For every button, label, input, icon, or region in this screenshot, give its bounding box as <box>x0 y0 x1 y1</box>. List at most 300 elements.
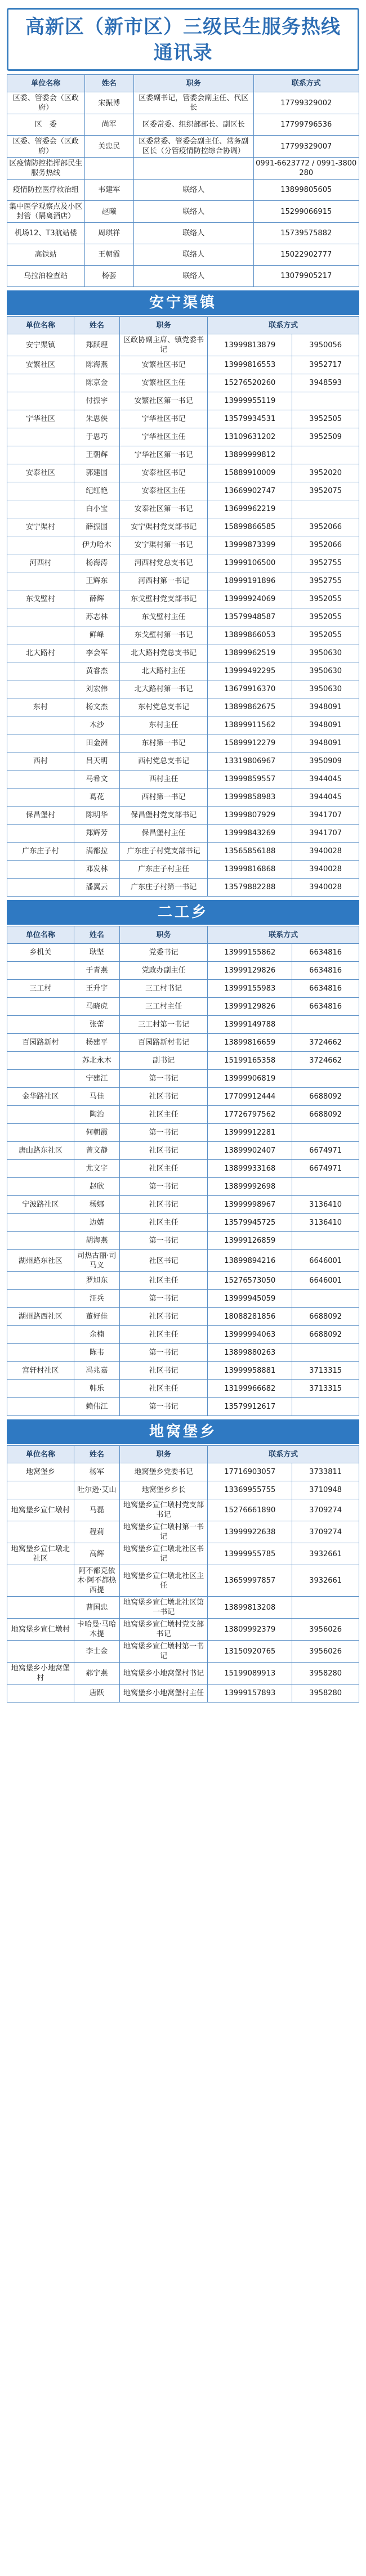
role-cell: 地窝堡乡宣仁墩村第一书记 <box>120 1641 208 1663</box>
table-row <box>7 1521 359 1543</box>
unit-cell <box>7 879 74 897</box>
phone-cell: 13999906819 <box>208 1070 292 1088</box>
name-cell: 朱思侠 <box>74 410 119 428</box>
table-row <box>7 464 359 482</box>
role-cell: 西村第一书记 <box>120 789 208 807</box>
name-cell: 关忠民 <box>84 136 134 158</box>
unit-cell <box>7 1521 74 1543</box>
table-row <box>7 1016 359 1034</box>
phone-cell: 13999155862 <box>208 944 292 962</box>
unit-cell: 区委、管委会（区政府） <box>7 136 85 158</box>
extension-cell: 3724662 <box>292 1034 359 1052</box>
phone-cell: 13999813879 <box>208 334 292 356</box>
section-banner: 安宁渠镇 <box>7 290 359 315</box>
role-cell: 宁华社区主任 <box>120 428 208 446</box>
column-header: 职务 <box>120 1446 208 1463</box>
phone-cell: 15899866585 <box>208 518 292 536</box>
table-row <box>7 1232 359 1250</box>
name-cell: 余楠 <box>74 1326 119 1344</box>
name-cell: 宋振博 <box>84 92 134 114</box>
phone-cell: 17799796536 <box>253 114 359 136</box>
phone-cell: 13369955755 <box>208 1481 292 1499</box>
name-cell: 唐跃 <box>74 1685 119 1703</box>
table-row <box>7 716 359 734</box>
phone-cell: 13999998967 <box>208 1196 292 1214</box>
table-row <box>7 1481 359 1499</box>
table-row <box>7 1106 359 1124</box>
name-cell: 卡哈曼·马哈木提 <box>74 1619 119 1641</box>
extension-cell <box>292 1070 359 1088</box>
name-cell: 杨军 <box>74 1463 119 1481</box>
unit-cell <box>7 536 74 554</box>
phone-cell: 13999492295 <box>208 662 292 680</box>
phone-cell: 13999816868 <box>208 861 292 879</box>
role-cell: 地窝堡乡宣仁墩北社区第一书记 <box>120 1597 208 1619</box>
table-row <box>7 536 359 554</box>
phone-cell: 13999129826 <box>208 998 292 1016</box>
name-cell: 杨建平 <box>74 1034 119 1052</box>
name-cell: 高辉 <box>74 1543 119 1565</box>
extension-cell <box>292 1124 359 1142</box>
name-cell: 韦建军 <box>84 180 134 201</box>
phone-cell: 13899805605 <box>253 180 359 201</box>
role-cell: 社区书记 <box>120 1196 208 1214</box>
role-cell: 河西村党总支书记 <box>120 554 208 572</box>
phone-cell: 15899912279 <box>208 734 292 752</box>
name-cell: 曾文静 <box>74 1142 119 1160</box>
table-row <box>7 1124 359 1142</box>
name-cell: 韩乐 <box>74 1380 119 1398</box>
table-row <box>7 392 359 410</box>
section-banner: 二工乡 <box>7 900 359 925</box>
extension-cell <box>292 446 359 464</box>
phone-cell: 13999129826 <box>208 962 292 980</box>
phone-cell: 13150920765 <box>208 1641 292 1663</box>
unit-cell <box>7 962 74 980</box>
table-row <box>7 861 359 879</box>
unit-cell <box>7 374 74 392</box>
extension-cell: 3952020 <box>292 464 359 482</box>
name-cell: 陈海燕 <box>74 356 119 374</box>
unit-cell: 地窝堡乡宣仁墩村 <box>7 1499 74 1521</box>
role-cell <box>134 158 254 180</box>
extension-cell: 6688092 <box>292 1308 359 1326</box>
name-cell: 李会军 <box>74 644 119 662</box>
phone-cell: 15199089913 <box>208 1663 292 1685</box>
extension-cell: 3952055 <box>292 626 359 644</box>
extension-cell: 3713315 <box>292 1362 359 1380</box>
page-subtitle: 通讯录 <box>153 42 213 64</box>
role-cell: 宁华社区第一书记 <box>120 446 208 464</box>
extension-cell: 3713315 <box>292 1380 359 1398</box>
extension-cell: 6674971 <box>292 1160 359 1178</box>
phone-cell: 13899902407 <box>208 1142 292 1160</box>
extension-cell: 3952066 <box>292 536 359 554</box>
table-row <box>7 962 359 980</box>
table-row <box>7 1641 359 1663</box>
role-cell: 社区主任 <box>120 1106 208 1124</box>
role-cell: 第一书记 <box>120 1070 208 1088</box>
unit-cell: 湖州路东社区 <box>7 1250 74 1272</box>
unit-cell: 疫情防控医疗救治组 <box>7 180 85 201</box>
phone-cell: 15276573050 <box>208 1272 292 1290</box>
table-row <box>7 158 359 180</box>
unit-cell <box>7 770 74 789</box>
role-cell: 地窝堡乡小地窝堡村书记 <box>120 1663 208 1685</box>
table-row <box>7 334 359 356</box>
extension-cell <box>292 1016 359 1034</box>
name-cell: 赖伟江 <box>74 1398 119 1416</box>
unit-cell: 安繁社区 <box>7 356 74 374</box>
unit-cell <box>7 825 74 843</box>
role-cell: 东戈壁村主任 <box>120 608 208 626</box>
phone-cell: 13899992698 <box>208 1178 292 1196</box>
phone-cell: 13999924069 <box>208 590 292 608</box>
column-header: 单位名称 <box>7 926 74 944</box>
phone-cell: 13669902747 <box>208 482 292 500</box>
table-row <box>7 554 359 572</box>
extension-cell: 6688092 <box>292 1326 359 1344</box>
name-cell: 木沙 <box>74 716 119 734</box>
table-row <box>7 92 359 114</box>
phone-cell: 13999922638 <box>208 1521 292 1543</box>
unit-cell <box>7 500 74 518</box>
unit-cell: 宁波路社区 <box>7 1196 74 1214</box>
phone-cell: 13999106500 <box>208 554 292 572</box>
extension-cell: 3950630 <box>292 662 359 680</box>
name-cell: 陈明华 <box>74 807 119 825</box>
unit-cell: 东戈壁村 <box>7 590 74 608</box>
table-row <box>7 1463 359 1481</box>
name-cell: 王辉东 <box>74 572 119 590</box>
column-header: 联系方式 <box>253 75 359 92</box>
table-row <box>7 825 359 843</box>
role-cell: 北大路村主任 <box>120 662 208 680</box>
phone-cell: 13199966682 <box>208 1380 292 1398</box>
role-cell: 三工村主任 <box>120 998 208 1016</box>
name-cell: 阿不都克依木·阿不都热西提 <box>74 1565 119 1597</box>
role-cell: 地窝堡乡宣仁墩村第一书记 <box>120 1521 208 1543</box>
role-cell: 地窝堡乡宣仁墩北社区主任 <box>120 1565 208 1597</box>
unit-cell: 唐山路东社区 <box>7 1142 74 1160</box>
name-cell: 杨娜 <box>74 1196 119 1214</box>
role-cell: 西村主任 <box>120 770 208 789</box>
district-table <box>7 74 359 287</box>
name-cell: 郭建国 <box>74 464 119 482</box>
table-row <box>7 1250 359 1272</box>
unit-cell: 广东庄子村 <box>7 843 74 861</box>
extension-cell: 3952055 <box>292 590 359 608</box>
role-cell: 广东庄子村党支部书记 <box>120 843 208 861</box>
table-row <box>7 1398 359 1416</box>
column-header: 姓名 <box>84 75 134 92</box>
table-row <box>7 572 359 590</box>
name-cell: 张蕾 <box>74 1016 119 1034</box>
phone-cell: 13579945725 <box>208 1214 292 1232</box>
phone-cell: 13999958881 <box>208 1362 292 1380</box>
unit-cell <box>7 1565 74 1597</box>
role-cell: 安宁渠村党支部书记 <box>120 518 208 536</box>
unit-cell: 安泰社区 <box>7 464 74 482</box>
table-row <box>7 244 359 266</box>
phone-cell: 15022902777 <box>253 244 359 266</box>
role-cell: 联络人 <box>134 266 254 287</box>
table-row <box>7 1034 359 1052</box>
column-header: 职务 <box>120 317 208 334</box>
unit-cell: 集中医学观察点及小区封管（隔离酒店） <box>7 201 85 223</box>
phone-cell: 13899813208 <box>208 1597 292 1619</box>
phone-cell: 13999157893 <box>208 1685 292 1703</box>
name-cell: 杨荟 <box>84 266 134 287</box>
extension-cell <box>292 500 359 518</box>
extension-cell: 3940028 <box>292 843 359 861</box>
phone-cell: 13999994063 <box>208 1326 292 1344</box>
role-cell: 地窝堡乡宣仁墩村党支部书记 <box>120 1499 208 1521</box>
unit-cell <box>7 1344 74 1362</box>
name-cell: 王朝辉 <box>74 446 119 464</box>
table-row <box>7 626 359 644</box>
phone-cell: 13899999812 <box>208 446 292 464</box>
unit-cell: 宁华社区 <box>7 410 74 428</box>
role-cell: 安泰社区主任 <box>120 482 208 500</box>
extension-cell: 3710948 <box>292 1481 359 1499</box>
table-row <box>7 410 359 428</box>
phone-cell: 13999873399 <box>208 536 292 554</box>
phone-cell: 13999126859 <box>208 1232 292 1250</box>
name-cell: 伊力哈木 <box>74 536 119 554</box>
unit-cell: 乌拉泊检查站 <box>7 266 85 287</box>
phone-cell: 13079905217 <box>253 266 359 287</box>
table-row <box>7 1565 359 1597</box>
name-cell: 鲜峰 <box>74 626 119 644</box>
extension-cell: 3950056 <box>292 334 359 356</box>
phone-cell: 13899880263 <box>208 1344 292 1362</box>
column-header: 职务 <box>120 926 208 944</box>
phone-cell: 13899866053 <box>208 626 292 644</box>
unit-cell <box>7 392 74 410</box>
name-cell: 董好佳 <box>74 1308 119 1326</box>
extension-cell: 3940028 <box>292 861 359 879</box>
phone-cell: 0991-6623772 / 0991-3800280 <box>253 158 359 180</box>
extension-cell: 6634816 <box>292 944 359 962</box>
extension-cell: 3952055 <box>292 608 359 626</box>
role-cell: 安繁社区第一书记 <box>120 392 208 410</box>
table-row <box>7 789 359 807</box>
table-row <box>7 1290 359 1308</box>
extension-cell: 6674971 <box>292 1142 359 1160</box>
phone-cell: 13899911562 <box>208 716 292 734</box>
name-cell: 马希文 <box>74 770 119 789</box>
phone-cell: 13579934531 <box>208 410 292 428</box>
name-cell: 胡海燕 <box>74 1232 119 1250</box>
table-row <box>7 1499 359 1521</box>
role-cell: 安繁社区书记 <box>120 356 208 374</box>
section-table <box>7 926 359 1416</box>
extension-cell: 3952505 <box>292 410 359 428</box>
column-header: 联系方式 <box>208 926 359 944</box>
name-cell: 曹国忠 <box>74 1597 119 1619</box>
name-cell: 付振宇 <box>74 392 119 410</box>
role-cell: 东戈壁村党支部书记 <box>120 590 208 608</box>
unit-cell: 地窝堡乡小地窝堡村 <box>7 1663 74 1685</box>
role-cell: 第一书记 <box>120 1344 208 1362</box>
table-row <box>7 180 359 201</box>
extension-cell <box>292 1290 359 1308</box>
name-cell <box>84 158 134 180</box>
unit-cell <box>7 1290 74 1308</box>
extension-cell: 3136410 <box>292 1196 359 1214</box>
role-cell: 联络人 <box>134 244 254 266</box>
table-row <box>7 201 359 223</box>
name-cell: 尤文宇 <box>74 1160 119 1178</box>
phone-cell: 13579948587 <box>208 608 292 626</box>
table-row <box>7 1543 359 1565</box>
unit-cell <box>7 1481 74 1499</box>
table-row <box>7 374 359 392</box>
table-row <box>7 1142 359 1160</box>
extension-cell: 3932661 <box>292 1543 359 1565</box>
unit-cell <box>7 680 74 698</box>
table-row <box>7 1380 359 1398</box>
extension-cell: 3941707 <box>292 825 359 843</box>
name-cell: 苏志林 <box>74 608 119 626</box>
name-cell: 纪红艳 <box>74 482 119 500</box>
phone-cell: 13999149788 <box>208 1016 292 1034</box>
table-row <box>7 1685 359 1703</box>
table-row <box>7 1052 359 1070</box>
phone-cell: 18999191896 <box>208 572 292 590</box>
role-cell: 第一书记 <box>120 1232 208 1250</box>
table-row <box>7 1619 359 1641</box>
table-row <box>7 698 359 716</box>
section-banner: 地窝堡乡 <box>7 1419 359 1444</box>
table-row <box>7 1308 359 1326</box>
phone-cell: 15889910009 <box>208 464 292 482</box>
unit-cell <box>7 734 74 752</box>
phone-cell: 13699962219 <box>208 500 292 518</box>
unit-cell <box>7 1016 74 1034</box>
role-cell: 百园路新村书记 <box>120 1034 208 1052</box>
table-row <box>7 998 359 1016</box>
column-header: 联系方式 <box>208 317 359 334</box>
name-cell: 何朝霞 <box>74 1124 119 1142</box>
extension-cell: 3941707 <box>292 807 359 825</box>
name-cell: 周琪祥 <box>84 223 134 244</box>
phone-cell: 15276520260 <box>208 374 292 392</box>
name-cell: 杨海涛 <box>74 554 119 572</box>
table-header-row <box>7 1446 359 1463</box>
extension-cell: 3948091 <box>292 698 359 716</box>
extension-cell <box>292 392 359 410</box>
column-header: 姓名 <box>74 317 119 334</box>
table-row <box>7 980 359 998</box>
name-cell: 葛花 <box>74 789 119 807</box>
table-row <box>7 446 359 464</box>
name-cell: 郑辉芳 <box>74 825 119 843</box>
extension-cell: 3950630 <box>292 644 359 662</box>
extension-cell: 3952755 <box>292 554 359 572</box>
phone-cell: 15199165358 <box>208 1052 292 1070</box>
extension-cell: 6688092 <box>292 1088 359 1106</box>
role-cell: 社区书记 <box>120 1088 208 1106</box>
name-cell: 李士金 <box>74 1641 119 1663</box>
unit-cell <box>7 626 74 644</box>
table-row <box>7 843 359 861</box>
table-row <box>7 770 359 789</box>
name-cell: 陶治 <box>74 1106 119 1124</box>
role-cell: 广东庄子村主任 <box>120 861 208 879</box>
unit-cell: 地窝堡乡宣仁墩村 <box>7 1619 74 1641</box>
table-row <box>7 644 359 662</box>
unit-cell <box>7 1214 74 1232</box>
table-row <box>7 223 359 244</box>
extension-cell: 3733811 <box>292 1463 359 1481</box>
name-cell: 赵曦 <box>84 201 134 223</box>
table-row <box>7 1214 359 1232</box>
unit-cell <box>7 608 74 626</box>
role-cell: 东村第一书记 <box>120 734 208 752</box>
role-cell: 安泰社区书记 <box>120 464 208 482</box>
table-row <box>7 1362 359 1380</box>
extension-cell <box>292 1178 359 1196</box>
phone-cell: 13899962519 <box>208 644 292 662</box>
phone-cell: 13999816553 <box>208 356 292 374</box>
name-cell: 陈京金 <box>74 374 119 392</box>
table-row <box>7 1178 359 1196</box>
name-cell: 于青燕 <box>74 962 119 980</box>
name-cell: 马磊 <box>74 1499 119 1521</box>
phone-cell: 15299066915 <box>253 201 359 223</box>
unit-cell: 高铁站 <box>7 244 85 266</box>
table-row <box>7 114 359 136</box>
extension-cell: 3932661 <box>292 1565 359 1597</box>
extension-cell: 3958280 <box>292 1685 359 1703</box>
unit-cell: 河西村 <box>7 554 74 572</box>
name-cell: 郑跃理 <box>74 334 119 356</box>
unit-cell <box>7 1178 74 1196</box>
extension-cell <box>292 1398 359 1416</box>
role-cell: 副书记 <box>120 1052 208 1070</box>
extension-cell: 6646001 <box>292 1250 359 1272</box>
role-cell: 地窝堡乡宣仁墩村党支部书记 <box>120 1619 208 1641</box>
role-cell: 宁华社区书记 <box>120 410 208 428</box>
role-cell: 地窝堡乡党委书记 <box>120 1463 208 1481</box>
phone-cell: 13809992379 <box>208 1619 292 1641</box>
table-row <box>7 1160 359 1178</box>
table-row <box>7 1070 359 1088</box>
unit-cell <box>7 428 74 446</box>
role-cell: 西村党总支书记 <box>120 752 208 770</box>
unit-cell: 金华路社区 <box>7 1088 74 1106</box>
role-cell: 保昌堡村党支部书记 <box>120 807 208 825</box>
extension-cell: 3709274 <box>292 1499 359 1521</box>
phone-cell: 13999843269 <box>208 825 292 843</box>
name-cell: 边婧 <box>74 1214 119 1232</box>
phone-cell: 13899933168 <box>208 1160 292 1178</box>
extension-cell: 3724662 <box>292 1052 359 1070</box>
extension-cell: 3956026 <box>292 1619 359 1641</box>
name-cell: 冯兆嘉 <box>74 1362 119 1380</box>
name-cell: 罗旭东 <box>74 1272 119 1290</box>
table-row <box>7 1272 359 1290</box>
role-cell: 区政协副主席、镇党委书记 <box>120 334 208 356</box>
extension-cell: 3952717 <box>292 356 359 374</box>
role-cell: 北大路村第一书记 <box>120 680 208 698</box>
role-cell: 东村主任 <box>120 716 208 734</box>
name-cell: 于思巧 <box>74 428 119 446</box>
table-row <box>7 136 359 158</box>
phone-cell: 17799329007 <box>253 136 359 158</box>
